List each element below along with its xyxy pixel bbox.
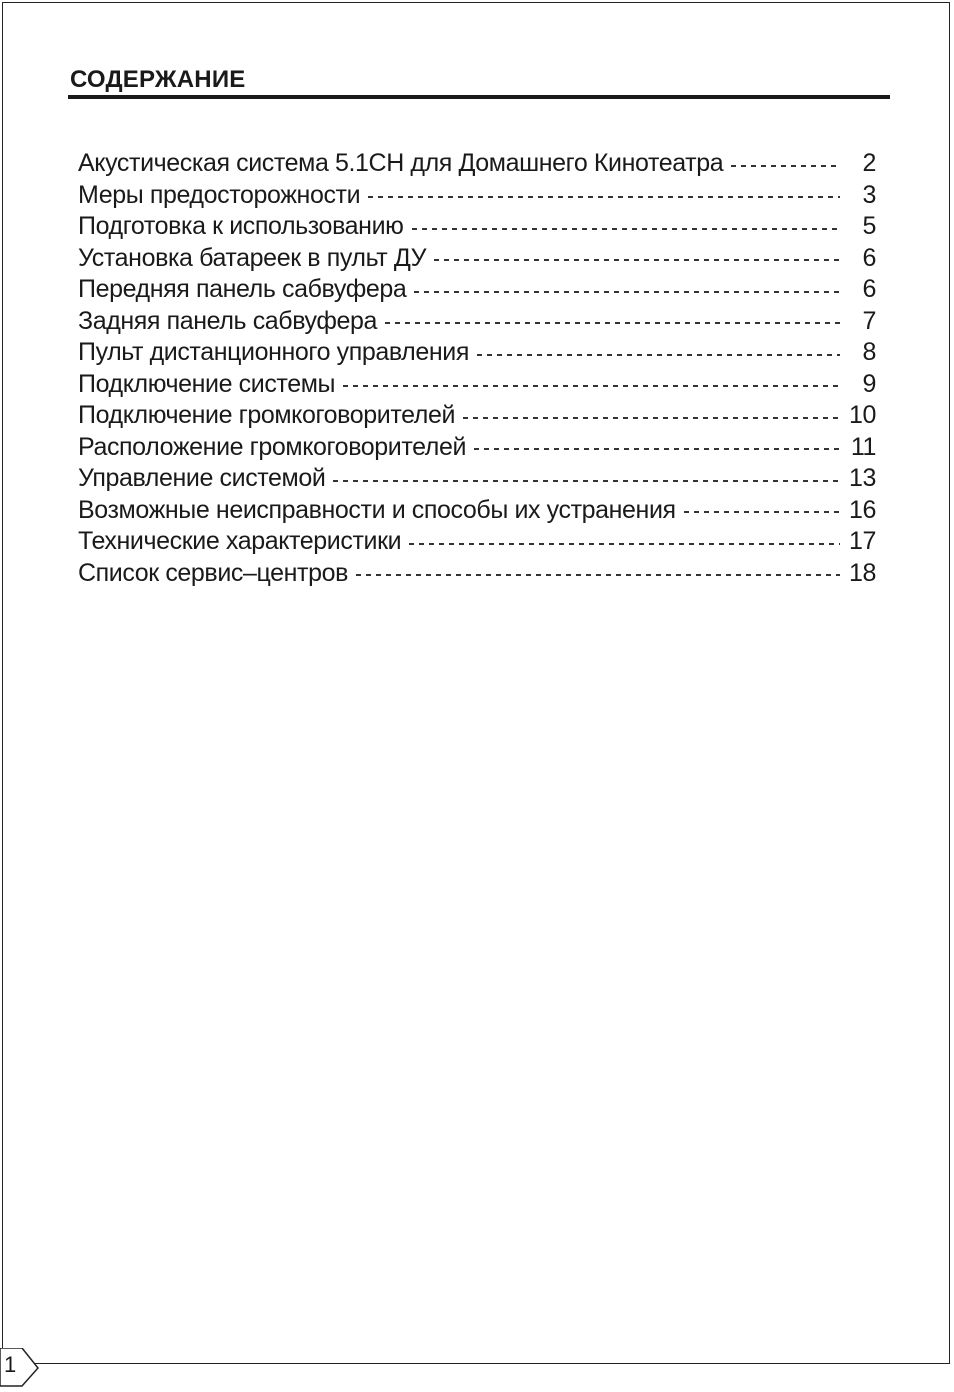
toc-entry-page: 10 (848, 401, 876, 429)
toc-entry[interactable] (78, 180, 876, 212)
toc-entry-page: 5 (862, 212, 876, 240)
dot-leader (434, 259, 840, 261)
toc-entry[interactable] (78, 243, 876, 275)
toc-heading: СОДЕРЖАНИЕ (70, 66, 246, 93)
toc-entry-title: Задняя панель сабвуфера (78, 306, 378, 335)
toc-entry[interactable] (78, 211, 876, 243)
toc-entry-title: Пульт дистанционного управления (78, 338, 469, 366)
toc-entry[interactable] (78, 274, 876, 306)
toc-entry-title: Управление системой (78, 464, 326, 492)
toc-entry-title: Меры предосторожности (78, 180, 361, 209)
toc-entry-page: 3 (862, 180, 876, 209)
toc-entry-page: 6 (862, 243, 876, 272)
toc-entry-title: Установка батареек в пульт ДУ (78, 243, 427, 272)
dot-leader (463, 417, 840, 419)
dot-leader (409, 543, 840, 545)
toc-entry-page: 13 (848, 464, 876, 492)
dot-leader (477, 354, 840, 356)
toc-entry-title: Список сервис–центров (78, 558, 348, 587)
toc-entry-page: 7 (862, 306, 876, 335)
toc-entry[interactable] (78, 148, 876, 180)
toc-entry-title: Технические характеристики (78, 527, 402, 555)
dot-leader (412, 228, 841, 230)
dot-leader (414, 291, 840, 293)
toc-entry-page: 9 (862, 369, 876, 398)
toc-entry[interactable] (78, 432, 876, 464)
dot-leader (385, 322, 840, 324)
toc-entry-title: Подключение громкоговорителей (78, 401, 456, 429)
toc-entry[interactable] (78, 558, 876, 590)
heading-rule (68, 95, 890, 99)
toc-entry-page: 17 (848, 527, 876, 555)
toc-entry-page: 16 (848, 495, 876, 524)
toc-entry-title: Акустическая система 5.1CH для Домашнего Кинотеатра (78, 149, 724, 177)
toc-entry-title: Возможные неисправности и способы их устранения (78, 495, 676, 524)
toc-entry[interactable] (78, 463, 876, 495)
toc-entry[interactable] (78, 526, 876, 558)
toc-entry[interactable] (78, 306, 876, 338)
dot-leader (684, 511, 840, 513)
toc-entry-page: 11 (850, 432, 876, 461)
dot-leader (343, 385, 840, 387)
toc-entry-title: Подключение системы (78, 369, 336, 398)
dot-leader (333, 480, 840, 482)
page-number: 1 (4, 1352, 17, 1377)
toc-entry[interactable] (78, 400, 876, 432)
dot-leader (731, 165, 840, 167)
toc-list (78, 148, 876, 589)
toc-entry-page: 8 (862, 338, 876, 366)
toc-entry[interactable] (78, 495, 876, 527)
toc-entry-page: 6 (862, 275, 876, 303)
toc-entry-page: 2 (862, 149, 876, 177)
toc-entry-title: Подготовка к использованию (78, 212, 404, 240)
dot-leader (356, 574, 840, 576)
toc-entry-title: Расположение громкоговорителей (78, 432, 467, 461)
dot-leader (474, 448, 840, 450)
toc-entry-page: 18 (848, 558, 876, 587)
dot-leader (368, 196, 840, 198)
toc-entry-title: Передняя панель сабвуфера (78, 275, 407, 303)
toc-entry[interactable] (78, 369, 876, 401)
toc-entry[interactable] (78, 337, 876, 369)
